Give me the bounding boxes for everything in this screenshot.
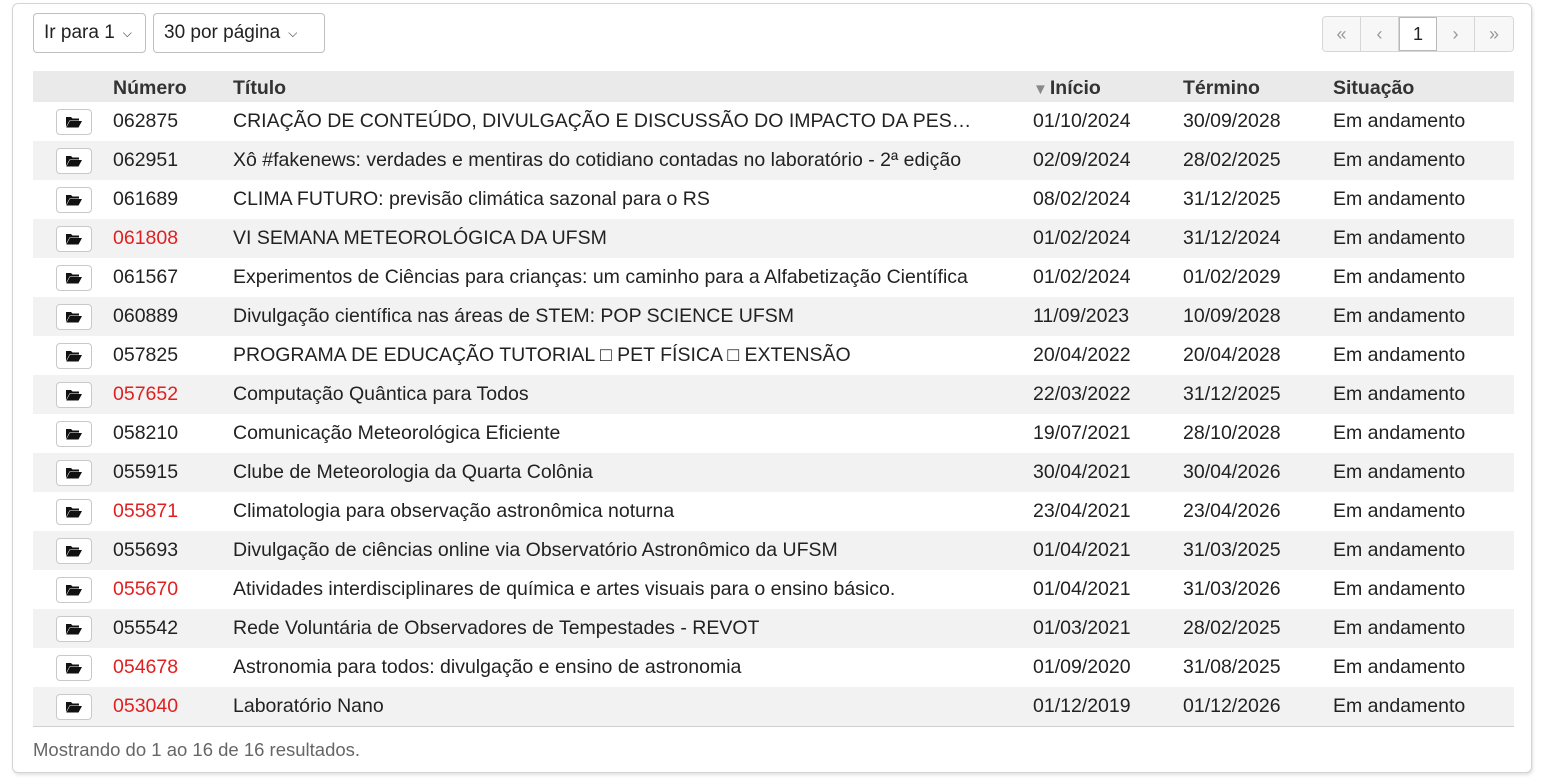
cell-numero — [113, 102, 233, 141]
cell-inicio: 01/03/2021 — [1033, 617, 1131, 639]
cell-inicio: 11/09/2023 — [1033, 305, 1130, 327]
cell-inicio: 30/04/2021 — [1033, 461, 1131, 483]
results-summary: Mostrando do 1 ao 16 de 16 resultados. — [33, 739, 361, 760]
table-row — [33, 258, 1514, 297]
row-action-cell — [33, 570, 113, 609]
cell-numero — [113, 648, 233, 687]
project-title: PROGRAMA DE EDUCAÇÃO TUTORIAL □ PET FÍSICA □ EXTENSÃO — [233, 344, 851, 366]
cell-numero — [113, 141, 233, 180]
project-title: CRIAÇÃO DE CONTEÚDO, DIVULGAÇÃO E DISCUSSÃO DO IMPACTO DA PES… — [233, 110, 972, 132]
folder-open-icon[interactable] — [56, 187, 92, 213]
folder-open-icon[interactable] — [56, 577, 92, 603]
cell-titulo — [233, 531, 1033, 570]
header-termino[interactable]: Término — [1183, 77, 1260, 99]
cell-termino: 30/09/2028 — [1183, 110, 1281, 132]
cell-situacao: Em andamento — [1333, 656, 1466, 678]
cell-titulo — [233, 492, 1033, 531]
cell-numero — [113, 453, 233, 492]
project-title: Atividades interdisciplinares de química e artes visuais para o ensino básico. — [233, 578, 896, 600]
cell-titulo — [233, 687, 1033, 727]
project-title: Rede Voluntária de Observadores de Tempestades - REVOT — [233, 617, 760, 639]
project-number[interactable]: 057652 — [113, 383, 179, 405]
cell-titulo — [233, 453, 1033, 492]
project-number[interactable]: 055542 — [113, 617, 179, 639]
row-action-cell — [33, 141, 113, 180]
cell-numero — [113, 531, 233, 570]
row-action-cell — [33, 258, 113, 297]
header-numero[interactable]: Número — [113, 77, 187, 99]
cell-situacao: Em andamento — [1333, 500, 1466, 522]
table-row — [33, 687, 1514, 727]
first-page-button[interactable]: « — [1323, 17, 1361, 51]
cell-inicio: 01/02/2024 — [1033, 266, 1131, 288]
cell-titulo — [233, 648, 1033, 687]
cell-situacao: Em andamento — [1333, 305, 1466, 327]
cell-situacao: Em andamento — [1333, 227, 1466, 249]
table-row — [33, 531, 1514, 570]
cell-titulo — [233, 336, 1033, 375]
project-number[interactable]: 061567 — [113, 266, 179, 288]
row-action-cell — [33, 297, 113, 336]
cell-inicio: 01/12/2019 — [1033, 695, 1131, 717]
project-title: Xô #fakenews: verdades e mentiras do cotidiano contadas no laboratório - 2ª edição — [233, 149, 962, 171]
project-title: Laboratório Nano — [233, 695, 384, 717]
folder-open-icon[interactable] — [56, 655, 92, 681]
cell-titulo — [233, 414, 1033, 453]
cell-termino: 10/09/2028 — [1183, 305, 1281, 327]
table-row — [33, 219, 1514, 258]
table-row — [33, 453, 1514, 492]
folder-open-icon[interactable] — [56, 694, 92, 720]
cell-situacao: Em andamento — [1333, 149, 1466, 171]
cell-titulo — [233, 219, 1033, 258]
cell-termino: 31/12/2025 — [1183, 188, 1281, 210]
row-action-cell — [33, 687, 113, 727]
toolbar — [33, 13, 325, 55]
page-1-button[interactable]: 1 — [1399, 17, 1437, 51]
project-number[interactable]: 055693 — [113, 539, 179, 561]
cell-numero — [113, 297, 233, 336]
table-row — [33, 414, 1514, 453]
folder-open-icon[interactable] — [56, 538, 92, 564]
pagination — [1322, 16, 1514, 52]
table-header-row — [33, 71, 1514, 102]
cell-inicio: 01/04/2021 — [1033, 539, 1131, 561]
cell-situacao: Em andamento — [1333, 188, 1466, 210]
project-title: Computação Quântica para Todos — [233, 383, 529, 405]
row-action-cell — [33, 180, 113, 219]
project-number[interactable]: 061808 — [113, 227, 179, 249]
folder-open-icon[interactable] — [56, 109, 92, 135]
cell-numero — [113, 570, 233, 609]
row-action-cell — [33, 492, 113, 531]
cell-inicio: 20/04/2022 — [1033, 344, 1131, 366]
table-row — [33, 180, 1514, 219]
cell-situacao: Em andamento — [1333, 617, 1466, 639]
project-number[interactable]: 060889 — [113, 305, 179, 327]
cell-termino: 28/02/2025 — [1183, 617, 1281, 639]
cell-situacao: Em andamento — [1333, 461, 1466, 483]
cell-termino: 28/10/2028 — [1183, 422, 1281, 444]
cell-situacao: Em andamento — [1333, 344, 1466, 366]
project-title: Clube de Meteorologia da Quarta Colônia — [233, 461, 593, 483]
cell-termino: 31/12/2024 — [1183, 227, 1281, 249]
table-row — [33, 297, 1514, 336]
cell-titulo — [233, 180, 1033, 219]
project-title: VI SEMANA METEOROLÓGICA DA UFSM — [233, 227, 607, 249]
table-row — [33, 492, 1514, 531]
cell-numero — [113, 375, 233, 414]
row-action-cell — [33, 453, 113, 492]
project-number[interactable]: 061689 — [113, 188, 179, 210]
cell-inicio: 01/04/2021 — [1033, 578, 1131, 600]
project-number[interactable]: 062951 — [113, 149, 179, 171]
cell-numero — [113, 336, 233, 375]
chevron-down-icon: ⌵ — [122, 25, 132, 40]
project-title: Divulgação científica nas áreas de STEM: POP SCIENCE UFSM — [233, 305, 795, 327]
project-title: Comunicação Meteorológica Eficiente — [233, 422, 561, 444]
cell-termino: 31/12/2025 — [1183, 383, 1281, 405]
header-titulo[interactable]: Título — [233, 77, 287, 99]
project-number[interactable]: 055915 — [113, 461, 179, 483]
cell-inicio: 23/04/2021 — [1033, 500, 1131, 522]
folder-open-icon[interactable] — [56, 421, 92, 447]
row-action-cell — [33, 102, 113, 141]
cell-termino: 28/02/2025 — [1183, 149, 1281, 171]
project-number[interactable]: 054678 — [113, 656, 179, 678]
folder-open-icon[interactable] — [56, 616, 92, 642]
project-number[interactable]: 053040 — [113, 695, 179, 717]
folder-open-icon[interactable] — [56, 304, 92, 330]
cell-termino: 31/03/2026 — [1183, 578, 1281, 600]
cell-termino: 01/02/2029 — [1183, 266, 1281, 288]
cell-termino: 20/04/2028 — [1183, 344, 1281, 366]
cell-numero — [113, 414, 233, 453]
table-row — [33, 102, 1514, 141]
projects-table — [33, 71, 1514, 727]
cell-situacao: Em andamento — [1333, 695, 1466, 717]
project-number[interactable]: 055670 — [113, 578, 179, 600]
prev-page-button[interactable]: ‹ — [1361, 17, 1399, 51]
cell-titulo — [233, 258, 1033, 297]
project-number[interactable]: 055871 — [113, 500, 179, 522]
project-title: Experimentos de Ciências para crianças: um caminho para a Alfabetização Científica — [233, 266, 968, 288]
project-number[interactable]: 062875 — [113, 110, 179, 132]
row-action-cell — [33, 336, 113, 375]
cell-titulo — [233, 297, 1033, 336]
header-situacao[interactable]: Situação — [1333, 77, 1415, 99]
cell-inicio: 01/02/2024 — [1033, 227, 1131, 249]
row-action-cell — [33, 219, 113, 258]
cell-inicio: 02/09/2024 — [1033, 149, 1131, 171]
chevron-down-icon: ⌵ — [288, 25, 298, 40]
folder-open-icon[interactable] — [56, 226, 92, 252]
cell-situacao: Em andamento — [1333, 422, 1466, 444]
table-row — [33, 141, 1514, 180]
row-action-cell — [33, 414, 113, 453]
header-inicio[interactable] — [1033, 71, 1183, 102]
table-row — [33, 609, 1514, 648]
cell-titulo — [233, 570, 1033, 609]
table-row — [33, 648, 1514, 687]
row-action-cell — [33, 375, 113, 414]
cell-numero — [113, 219, 233, 258]
project-number[interactable]: 058210 — [113, 422, 179, 444]
cell-titulo — [233, 609, 1033, 648]
cell-situacao: Em andamento — [1333, 110, 1466, 132]
cell-termino: 31/08/2025 — [1183, 656, 1281, 678]
per-page-label: 30 por página — [164, 22, 281, 43]
goto-page-select[interactable] — [33, 13, 146, 53]
last-page-button[interactable]: » — [1475, 17, 1513, 51]
cell-termino: 31/03/2025 — [1183, 539, 1281, 561]
cell-situacao: Em andamento — [1333, 578, 1466, 600]
cell-numero — [113, 180, 233, 219]
folder-open-icon[interactable] — [56, 148, 92, 174]
cell-situacao: Em andamento — [1333, 266, 1466, 288]
table-row — [33, 375, 1514, 414]
header-action — [33, 71, 113, 102]
cell-numero — [113, 687, 233, 727]
folder-open-icon[interactable] — [56, 460, 92, 486]
table-row — [33, 336, 1514, 375]
cell-numero — [113, 258, 233, 297]
row-action-cell — [33, 531, 113, 570]
table-row — [33, 570, 1514, 609]
cell-titulo — [233, 375, 1033, 414]
cell-numero — [113, 492, 233, 531]
project-title: Astronomia para todos: divulgação e ensino de astronomia — [233, 656, 742, 678]
folder-open-icon[interactable] — [56, 265, 92, 291]
project-title: Divulgação de ciências online via Observatório Astronômico da UFSM — [233, 539, 838, 561]
cell-inicio: 01/10/2024 — [1033, 110, 1131, 132]
project-number[interactable]: 057825 — [113, 344, 179, 366]
cell-situacao: Em andamento — [1333, 539, 1466, 561]
cell-inicio: 01/09/2020 — [1033, 656, 1131, 678]
folder-open-icon[interactable] — [56, 499, 92, 525]
goto-page-label: Ir para 1 — [44, 22, 115, 43]
next-page-button[interactable]: › — [1437, 17, 1475, 51]
row-action-cell — [33, 648, 113, 687]
row-action-cell — [33, 609, 113, 648]
per-page-select[interactable] — [153, 13, 325, 53]
cell-termino: 30/04/2026 — [1183, 461, 1281, 483]
project-title: CLIMA FUTURO: previsão climática sazonal para o RS — [233, 188, 710, 210]
cell-inicio: 22/03/2022 — [1033, 383, 1131, 405]
sort-desc-icon: ▼ — [1033, 81, 1048, 98]
cell-titulo — [233, 141, 1033, 180]
header-inicio-label: Início — [1049, 77, 1101, 99]
folder-open-icon[interactable] — [56, 382, 92, 408]
cell-inicio: 19/07/2021 — [1033, 422, 1131, 444]
folder-open-icon[interactable] — [56, 343, 92, 369]
cell-situacao: Em andamento — [1333, 383, 1466, 405]
cell-termino: 23/04/2026 — [1183, 500, 1281, 522]
cell-titulo — [233, 102, 1033, 141]
cell-termino: 01/12/2026 — [1183, 695, 1281, 717]
project-title: Climatologia para observação astronômica noturna — [233, 500, 675, 522]
cell-inicio: 08/02/2024 — [1033, 188, 1131, 210]
cell-numero — [113, 609, 233, 648]
